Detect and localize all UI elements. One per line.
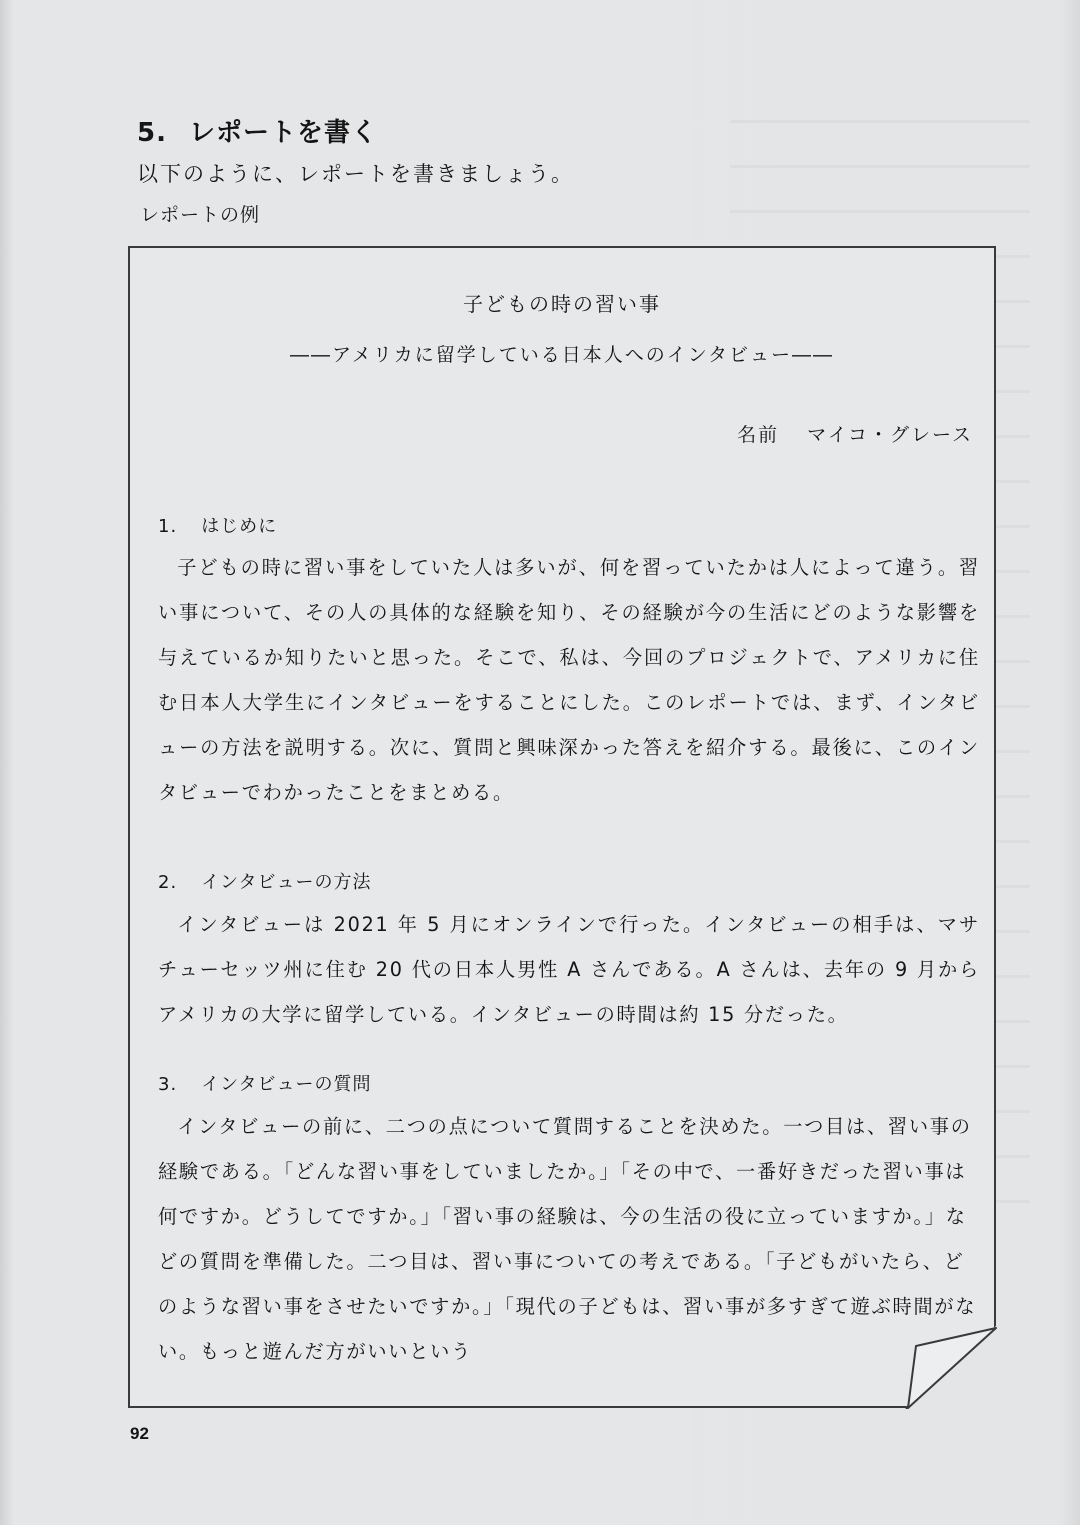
report-paragraph-2: インタビューは 2021 年 5 月にオンラインで行った。インタビューの相手は、マサチューセッツ州に住む 20 代の日本人男性 A さんである。A さんは、去年の 9 月からアメリカの大学に留学している。インタビューの時間は約 15 分だった。: [158, 913, 980, 1026]
author-name: マイコ・グレース: [807, 424, 973, 446]
section-intro: 以下のように、レポートを書きましょう。: [137, 162, 574, 186]
heading-text: インタビューの方法: [201, 872, 372, 893]
report-heading-1: [158, 512, 277, 538]
report-subtitle: ――アメリカに留学している日本人へのインタビュー――: [290, 344, 834, 366]
section-title-text: レポートを書く: [188, 118, 378, 148]
page-number: 92: [130, 1424, 149, 1443]
report-title: 子どもの時の習い事: [463, 292, 661, 316]
section-number: 5.: [137, 118, 167, 148]
report-heading-3: [158, 1070, 371, 1096]
example-label: レポートの例: [140, 204, 261, 226]
heading-number: 1.: [158, 516, 178, 537]
report-paragraph-3: インタビューの前に、二つの点について質問することを決めた。一つ目は、習い事の経験である。「どんな習い事をしていましたか。」「その中で、一番好きだった習い事は何ですか。どうしてですか。」「習い事の経験は、今の生活の役に立っていますか。」などの質問を準備した。二つ目は、習い事についての考えである。「子どもがいたら、どのような習い事をさせたいですか。」「現代の子どもは、習い事が多すぎて遊ぶ時間がない。もっと遊んだ方がいいという: [158, 1115, 977, 1363]
heading-text: インタビューの質問: [201, 1074, 372, 1095]
report-heading-2: [158, 868, 371, 894]
author-label: 名前: [737, 424, 780, 446]
heading-text: はじめに: [201, 516, 278, 537]
heading-number: 3.: [158, 1074, 178, 1095]
report-paragraph-1: 子どもの時に習い事をしていた人は多いが、何を習っていたかは人によって違う。習い事について、その人の具体的な経験を知り、その経験が今の生活にどのような影響を与えているか知りたいと思った。そこで、私は、今回のプロジェクトで、アメリカに住む日本人大学生にインタビューをすることにした。このレポートでは、まず、インタビューの方法を説明する。次に、質問と興味深かった答えを紹介する。最後に、このインタビューでわかったことをまとめる。: [158, 556, 980, 804]
heading-number: 2.: [158, 872, 178, 893]
section-title: [137, 112, 378, 149]
author-line: [737, 420, 973, 447]
